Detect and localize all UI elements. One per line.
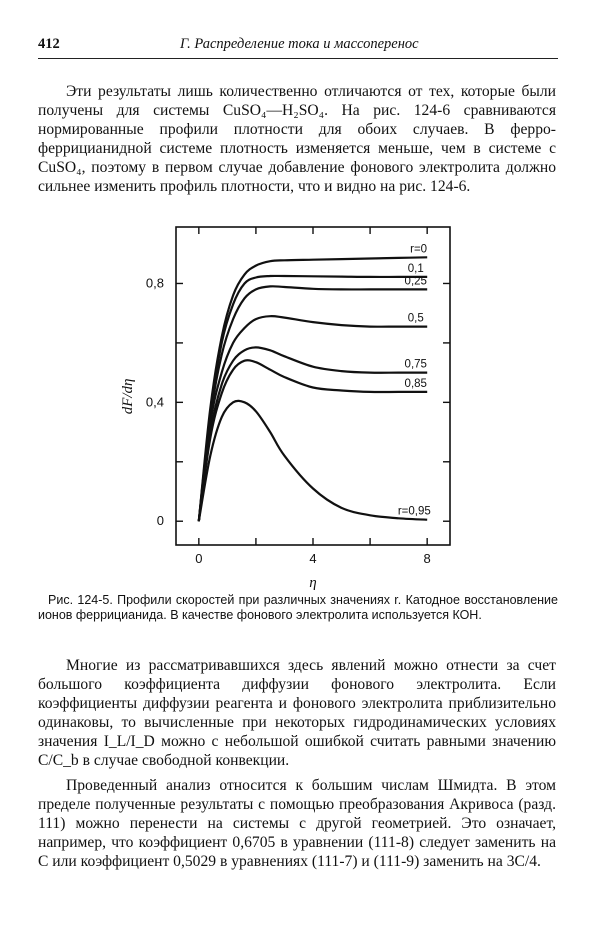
y-axis-label: dF/dη (120, 378, 136, 415)
curve-series (199, 276, 427, 521)
velocity-profile-chart (120, 215, 460, 595)
curve-series (199, 401, 427, 521)
running-title: Г. Распределение тока и массоперенос (180, 36, 419, 52)
y-tick-label: 0 (156, 513, 164, 529)
series-label: 0,25 (404, 275, 427, 288)
page-header (38, 36, 558, 59)
series-label: 0,5 (407, 312, 424, 325)
series-label: r=0,95 (397, 505, 431, 518)
series-label: 0,75 (404, 358, 427, 371)
x-tick-label: 8 (423, 551, 431, 566)
curve-series (199, 316, 427, 521)
figure-caption: Рис. 124-5. Профили скоростей при различных значениях r. Катодное восстановление ионов феррицианида. В качестве фонового электролита используется КОН. (38, 593, 558, 622)
x-tick-label: 4 (309, 551, 317, 566)
page-number: 412 (38, 36, 60, 52)
paragraph-3: Проведенный анализ относится к большим числам Шмидта. В этом пределе полученные результаты с помощью преобразования Акривоса (разд. 111) можно перенести на системы с другой геометрией. Это означает, например, что коэффициент 0,6705 в уравнении (111-8) следует заменить на C или коэффициент 0,5029 в уравнениях (111-7) и (111-9) заменить на 3C/4. (38, 777, 556, 870)
curve-series (199, 360, 427, 521)
curve-series (199, 257, 427, 521)
x-tick-label: 0 (195, 551, 203, 566)
paragraph-2: Многие из рассматривавшихся здесь явлений можно отнести за счет большого коэффициента диффузии фонового электролита. Если коэффициенты диффузии реагента и фонового электролита приблизительно одинаковы, то вычисленные при некоторых гидродинамических условиях значения I_L/I_D можно с небольшой ошибкой считать равными значению C/C_b в случае свободной конвекции. (38, 657, 556, 769)
paragraph-1: Эти результаты лишь количественно отличаются от тех, которые были получены для системы CuSO₄—H₂SO₄. На рис. 124-6 сравниваются нормированные профили плотности для обоих случаев. В ферро-феррицианидной системе плотность изменяется меньше, чем в системе с CuSO₄, поэтому в первом случае добавление фонового электролита должно сильнее изменить профиль плотности, что и видно на рис. 124-6. (38, 83, 556, 195)
series-label: r=0 (410, 243, 428, 256)
series-label: 0,1 (407, 262, 424, 275)
y-tick-label: 0,8 (145, 275, 164, 291)
series-label: 0,85 (404, 377, 427, 390)
x-axis-label: η (309, 575, 317, 591)
figure-124-5 (120, 215, 460, 595)
y-tick-label: 0,4 (145, 394, 164, 410)
curve-series (199, 347, 427, 521)
